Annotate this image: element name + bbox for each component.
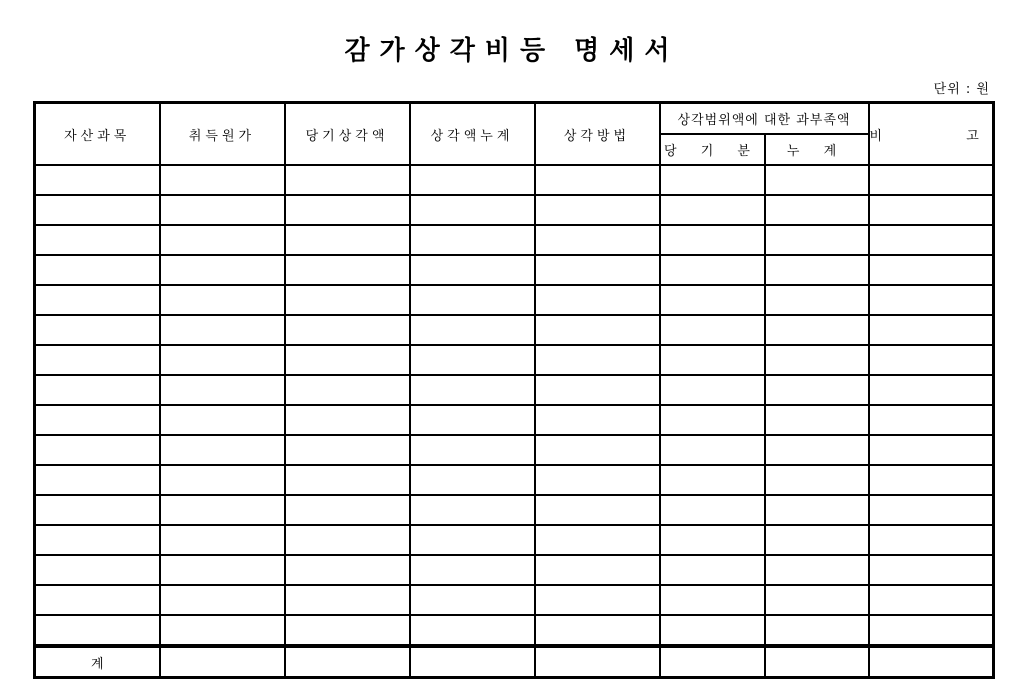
header-excess-group: 상각범위액에 대한 과부족액	[660, 103, 869, 135]
table-cell[interactable]	[535, 285, 660, 315]
table-row	[35, 285, 994, 315]
table-cell[interactable]	[869, 615, 994, 646]
table-cell[interactable]	[660, 225, 765, 255]
total-cell[interactable]	[869, 646, 994, 678]
table-cell[interactable]	[535, 585, 660, 615]
total-cell[interactable]	[535, 646, 660, 678]
header-asset: 자산과목	[35, 103, 160, 166]
table-cell[interactable]	[535, 615, 660, 646]
table-cell[interactable]	[660, 465, 765, 495]
table-cell[interactable]	[285, 465, 410, 495]
table-cell[interactable]	[35, 345, 160, 375]
table-cell[interactable]	[285, 165, 410, 195]
table-cell[interactable]	[285, 195, 410, 225]
table-cell[interactable]	[285, 345, 410, 375]
header-method: 상각방법	[535, 103, 660, 166]
table-cell[interactable]	[869, 195, 994, 225]
table-cell[interactable]	[160, 195, 285, 225]
table-cell[interactable]	[869, 585, 994, 615]
table-cell[interactable]	[869, 525, 994, 555]
table-cell[interactable]	[869, 405, 994, 435]
table-cell[interactable]	[765, 405, 869, 435]
table-row	[35, 465, 994, 495]
table-cell[interactable]	[410, 465, 535, 495]
table-cell[interactable]	[765, 465, 869, 495]
table-cell[interactable]	[535, 405, 660, 435]
table-cell[interactable]	[660, 195, 765, 225]
table-cell[interactable]	[160, 405, 285, 435]
table-cell[interactable]	[285, 315, 410, 345]
table-row	[35, 165, 994, 195]
table-cell[interactable]	[160, 285, 285, 315]
table-cell[interactable]	[410, 345, 535, 375]
table-cell[interactable]	[660, 555, 765, 585]
table-row	[35, 195, 994, 225]
table-cell[interactable]	[660, 285, 765, 315]
table-row	[35, 405, 994, 435]
total-cell[interactable]	[160, 646, 285, 678]
header-excess-current: 당 기 분	[660, 134, 765, 165]
table-cell[interactable]	[410, 555, 535, 585]
table-cell[interactable]	[285, 435, 410, 465]
total-cell[interactable]	[660, 646, 765, 678]
table-cell[interactable]	[535, 375, 660, 405]
depreciation-table	[33, 101, 1019, 679]
table-cell[interactable]	[869, 555, 994, 585]
table-cell[interactable]	[535, 255, 660, 285]
table-row	[35, 495, 994, 525]
table-cell[interactable]	[869, 465, 994, 495]
table-row	[35, 435, 994, 465]
table-cell[interactable]	[410, 495, 535, 525]
table-cell[interactable]	[160, 375, 285, 405]
table-cell[interactable]	[765, 495, 869, 525]
table-cell[interactable]	[160, 225, 285, 255]
table-cell[interactable]	[285, 525, 410, 555]
table-cell[interactable]	[160, 345, 285, 375]
table-body	[35, 165, 994, 646]
table-cell[interactable]	[660, 165, 765, 195]
header-accumulated-depreciation: 상각액누계	[410, 103, 535, 166]
table-cell[interactable]	[410, 165, 535, 195]
table-cell[interactable]	[765, 315, 869, 345]
table-cell[interactable]	[765, 195, 869, 225]
table-cell[interactable]	[535, 525, 660, 555]
table-cell[interactable]	[410, 525, 535, 555]
table-cell[interactable]	[869, 345, 994, 375]
table-cell[interactable]	[35, 285, 160, 315]
table-cell[interactable]	[35, 165, 160, 195]
table-cell[interactable]	[35, 315, 160, 345]
table-row	[35, 225, 994, 255]
table-cell[interactable]	[160, 315, 285, 345]
table-row	[35, 255, 994, 285]
table-cell[interactable]	[660, 525, 765, 555]
total-row	[35, 646, 994, 678]
table-cell[interactable]	[660, 375, 765, 405]
table-cell[interactable]	[765, 285, 869, 315]
table-cell[interactable]	[869, 285, 994, 315]
header-acquisition: 취득원가	[160, 103, 285, 166]
table-cell[interactable]	[660, 255, 765, 285]
table-cell[interactable]	[160, 465, 285, 495]
table-cell[interactable]	[869, 375, 994, 405]
total-cell[interactable]	[410, 646, 535, 678]
table-cell[interactable]	[535, 435, 660, 465]
table-cell[interactable]	[285, 255, 410, 285]
table-cell[interactable]	[35, 225, 160, 255]
unit-label: 단위 : 원	[933, 82, 990, 97]
table-cell[interactable]	[765, 345, 869, 375]
table-cell[interactable]	[660, 495, 765, 525]
table-cell[interactable]	[410, 615, 535, 646]
table-row	[35, 585, 994, 615]
table-cell[interactable]	[285, 285, 410, 315]
table-cell[interactable]	[660, 585, 765, 615]
table-cell[interactable]	[160, 255, 285, 285]
header-remarks: 비 고	[869, 103, 994, 166]
table-cell[interactable]	[535, 165, 660, 195]
table-cell[interactable]	[660, 435, 765, 465]
table-row	[35, 525, 994, 555]
table-cell[interactable]	[35, 525, 160, 555]
table-cell[interactable]	[285, 555, 410, 585]
table-cell[interactable]	[535, 495, 660, 525]
table-cell[interactable]	[160, 615, 285, 646]
table-cell[interactable]	[285, 495, 410, 525]
table-cell[interactable]	[765, 165, 869, 195]
table-cell[interactable]	[765, 615, 869, 646]
table-cell[interactable]	[869, 255, 994, 285]
table-cell[interactable]	[285, 405, 410, 435]
table-cell[interactable]	[285, 585, 410, 615]
table-cell[interactable]	[160, 165, 285, 195]
table-cell[interactable]	[285, 615, 410, 646]
table-cell[interactable]	[35, 585, 160, 615]
table-cell[interactable]	[285, 375, 410, 405]
table-row	[35, 375, 994, 405]
table-cell[interactable]	[35, 555, 160, 585]
table-cell[interactable]	[35, 435, 160, 465]
table-cell[interactable]	[410, 225, 535, 255]
total-cell[interactable]	[285, 646, 410, 678]
table-row	[35, 345, 994, 375]
table-cell[interactable]	[660, 315, 765, 345]
table-cell[interactable]	[160, 555, 285, 585]
table-cell[interactable]	[285, 225, 410, 255]
table-row	[35, 315, 994, 345]
table-cell[interactable]	[410, 435, 535, 465]
table-cell[interactable]	[869, 435, 994, 465]
table-cell[interactable]	[410, 255, 535, 285]
table-row	[35, 555, 994, 585]
table-cell[interactable]	[765, 525, 869, 555]
table-cell[interactable]	[765, 435, 869, 465]
table-cell[interactable]	[410, 585, 535, 615]
table-cell[interactable]	[160, 495, 285, 525]
table-cell[interactable]	[765, 585, 869, 615]
table-cell[interactable]	[765, 375, 869, 405]
table-cell[interactable]	[535, 555, 660, 585]
table-cell[interactable]	[660, 615, 765, 646]
header-excess-accumulated: 누 계	[765, 134, 869, 165]
table-cell[interactable]	[160, 585, 285, 615]
total-cell[interactable]	[765, 646, 869, 678]
table-cell[interactable]	[660, 345, 765, 375]
table-cell[interactable]	[35, 255, 160, 285]
table-cell[interactable]	[765, 255, 869, 285]
table-cell[interactable]	[869, 315, 994, 345]
table-cell[interactable]	[410, 405, 535, 435]
total-label: 계	[35, 646, 160, 678]
table-cell[interactable]	[869, 225, 994, 255]
table-cell[interactable]	[410, 375, 535, 405]
table-cell[interactable]	[160, 435, 285, 465]
table-cell[interactable]	[869, 165, 994, 195]
table-cell[interactable]	[35, 375, 160, 405]
table-cell[interactable]	[35, 405, 160, 435]
table-cell[interactable]	[535, 225, 660, 255]
table-cell[interactable]	[160, 525, 285, 555]
table-cell[interactable]	[535, 345, 660, 375]
document-title: 감가상각비등 명세서	[344, 36, 680, 66]
table-cell[interactable]	[410, 285, 535, 315]
table-cell[interactable]	[535, 315, 660, 345]
table-cell[interactable]	[35, 615, 160, 646]
table-cell[interactable]	[869, 495, 994, 525]
table-row	[35, 615, 994, 646]
table-cell[interactable]	[35, 465, 160, 495]
header-current-depreciation: 당기상각액	[285, 103, 410, 166]
table-cell[interactable]	[660, 405, 765, 435]
table-cell[interactable]	[410, 195, 535, 225]
table-cell[interactable]	[410, 315, 535, 345]
table-cell[interactable]	[765, 555, 869, 585]
table-cell[interactable]	[535, 195, 660, 225]
table-cell[interactable]	[35, 195, 160, 225]
table-cell[interactable]	[535, 465, 660, 495]
table-cell[interactable]	[765, 225, 869, 255]
table-cell[interactable]	[35, 495, 160, 525]
